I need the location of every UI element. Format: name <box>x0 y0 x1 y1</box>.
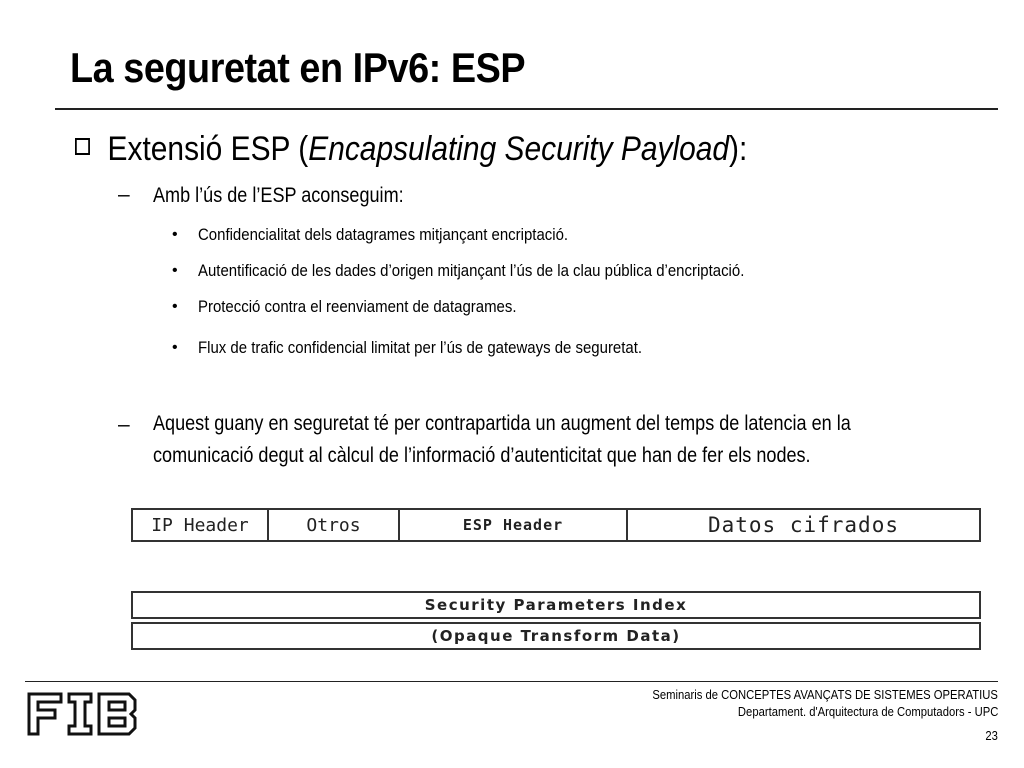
point-2-line-2: comunicació degut al càlcul de l’informació d’autenticitat que han de fer els nodes. <box>153 444 811 467</box>
packet-header-row <box>131 508 981 542</box>
subpoint-4: Flux de trafic confidencial limitat per l’ús de gateways de seguretat. <box>198 338 643 357</box>
heading-suffix: ): <box>729 130 748 168</box>
footer-divider <box>25 681 998 682</box>
opaque-data-field: (Opaque Transform Data) <box>131 622 981 650</box>
main-bullet <box>75 130 747 169</box>
footer-department: Departament. d'Arquitectura de Computadors - UPC <box>737 705 998 719</box>
heading-prefix: Extensió ESP ( <box>107 130 309 168</box>
point-2-line-1: Aquest guany en seguretat té per contrapartida un augment del temps de latencia en la <box>153 412 851 435</box>
esp-header-cell: ESP Header <box>400 510 628 540</box>
title-divider <box>55 108 998 110</box>
dash-bullet-icon: – <box>118 183 130 206</box>
heading-italic: Encapsulating Security Payload <box>308 130 730 168</box>
subpoint-3: Protecció contra el reenviament de datagrames. <box>198 297 517 316</box>
page-number: 23 <box>985 729 998 743</box>
dot-bullet-icon: • <box>172 262 178 279</box>
otros-cell: Otros <box>269 510 400 540</box>
subpoint-1: Confidencialitat dels datagrames mitjançant encriptació. <box>198 225 569 244</box>
encrypted-data-cell: Datos cifrados <box>628 510 979 540</box>
fib-logo <box>25 690 139 738</box>
dash-bullet-icon: – <box>118 413 130 436</box>
spi-field: Security Parameters Index <box>131 591 981 619</box>
dot-bullet-icon: • <box>172 339 178 356</box>
footer-course: Seminaris de CONCEPTES AVANÇATS DE SISTEMES OPERATIUS <box>652 688 998 702</box>
dot-bullet-icon: • <box>172 226 178 243</box>
subpoint-2: Autentificació de les dades d’origen mitjançant l’ús de la clau pública d’encriptació. <box>198 261 745 280</box>
ip-header-cell: IP Header <box>133 510 269 540</box>
dot-bullet-icon: • <box>172 298 178 315</box>
point-1-text: Amb l’ús de l’ESP aconseguim: <box>153 184 404 207</box>
slide-title: La seguretat en IPv6: ESP <box>70 44 526 91</box>
square-bullet-icon <box>75 138 90 155</box>
